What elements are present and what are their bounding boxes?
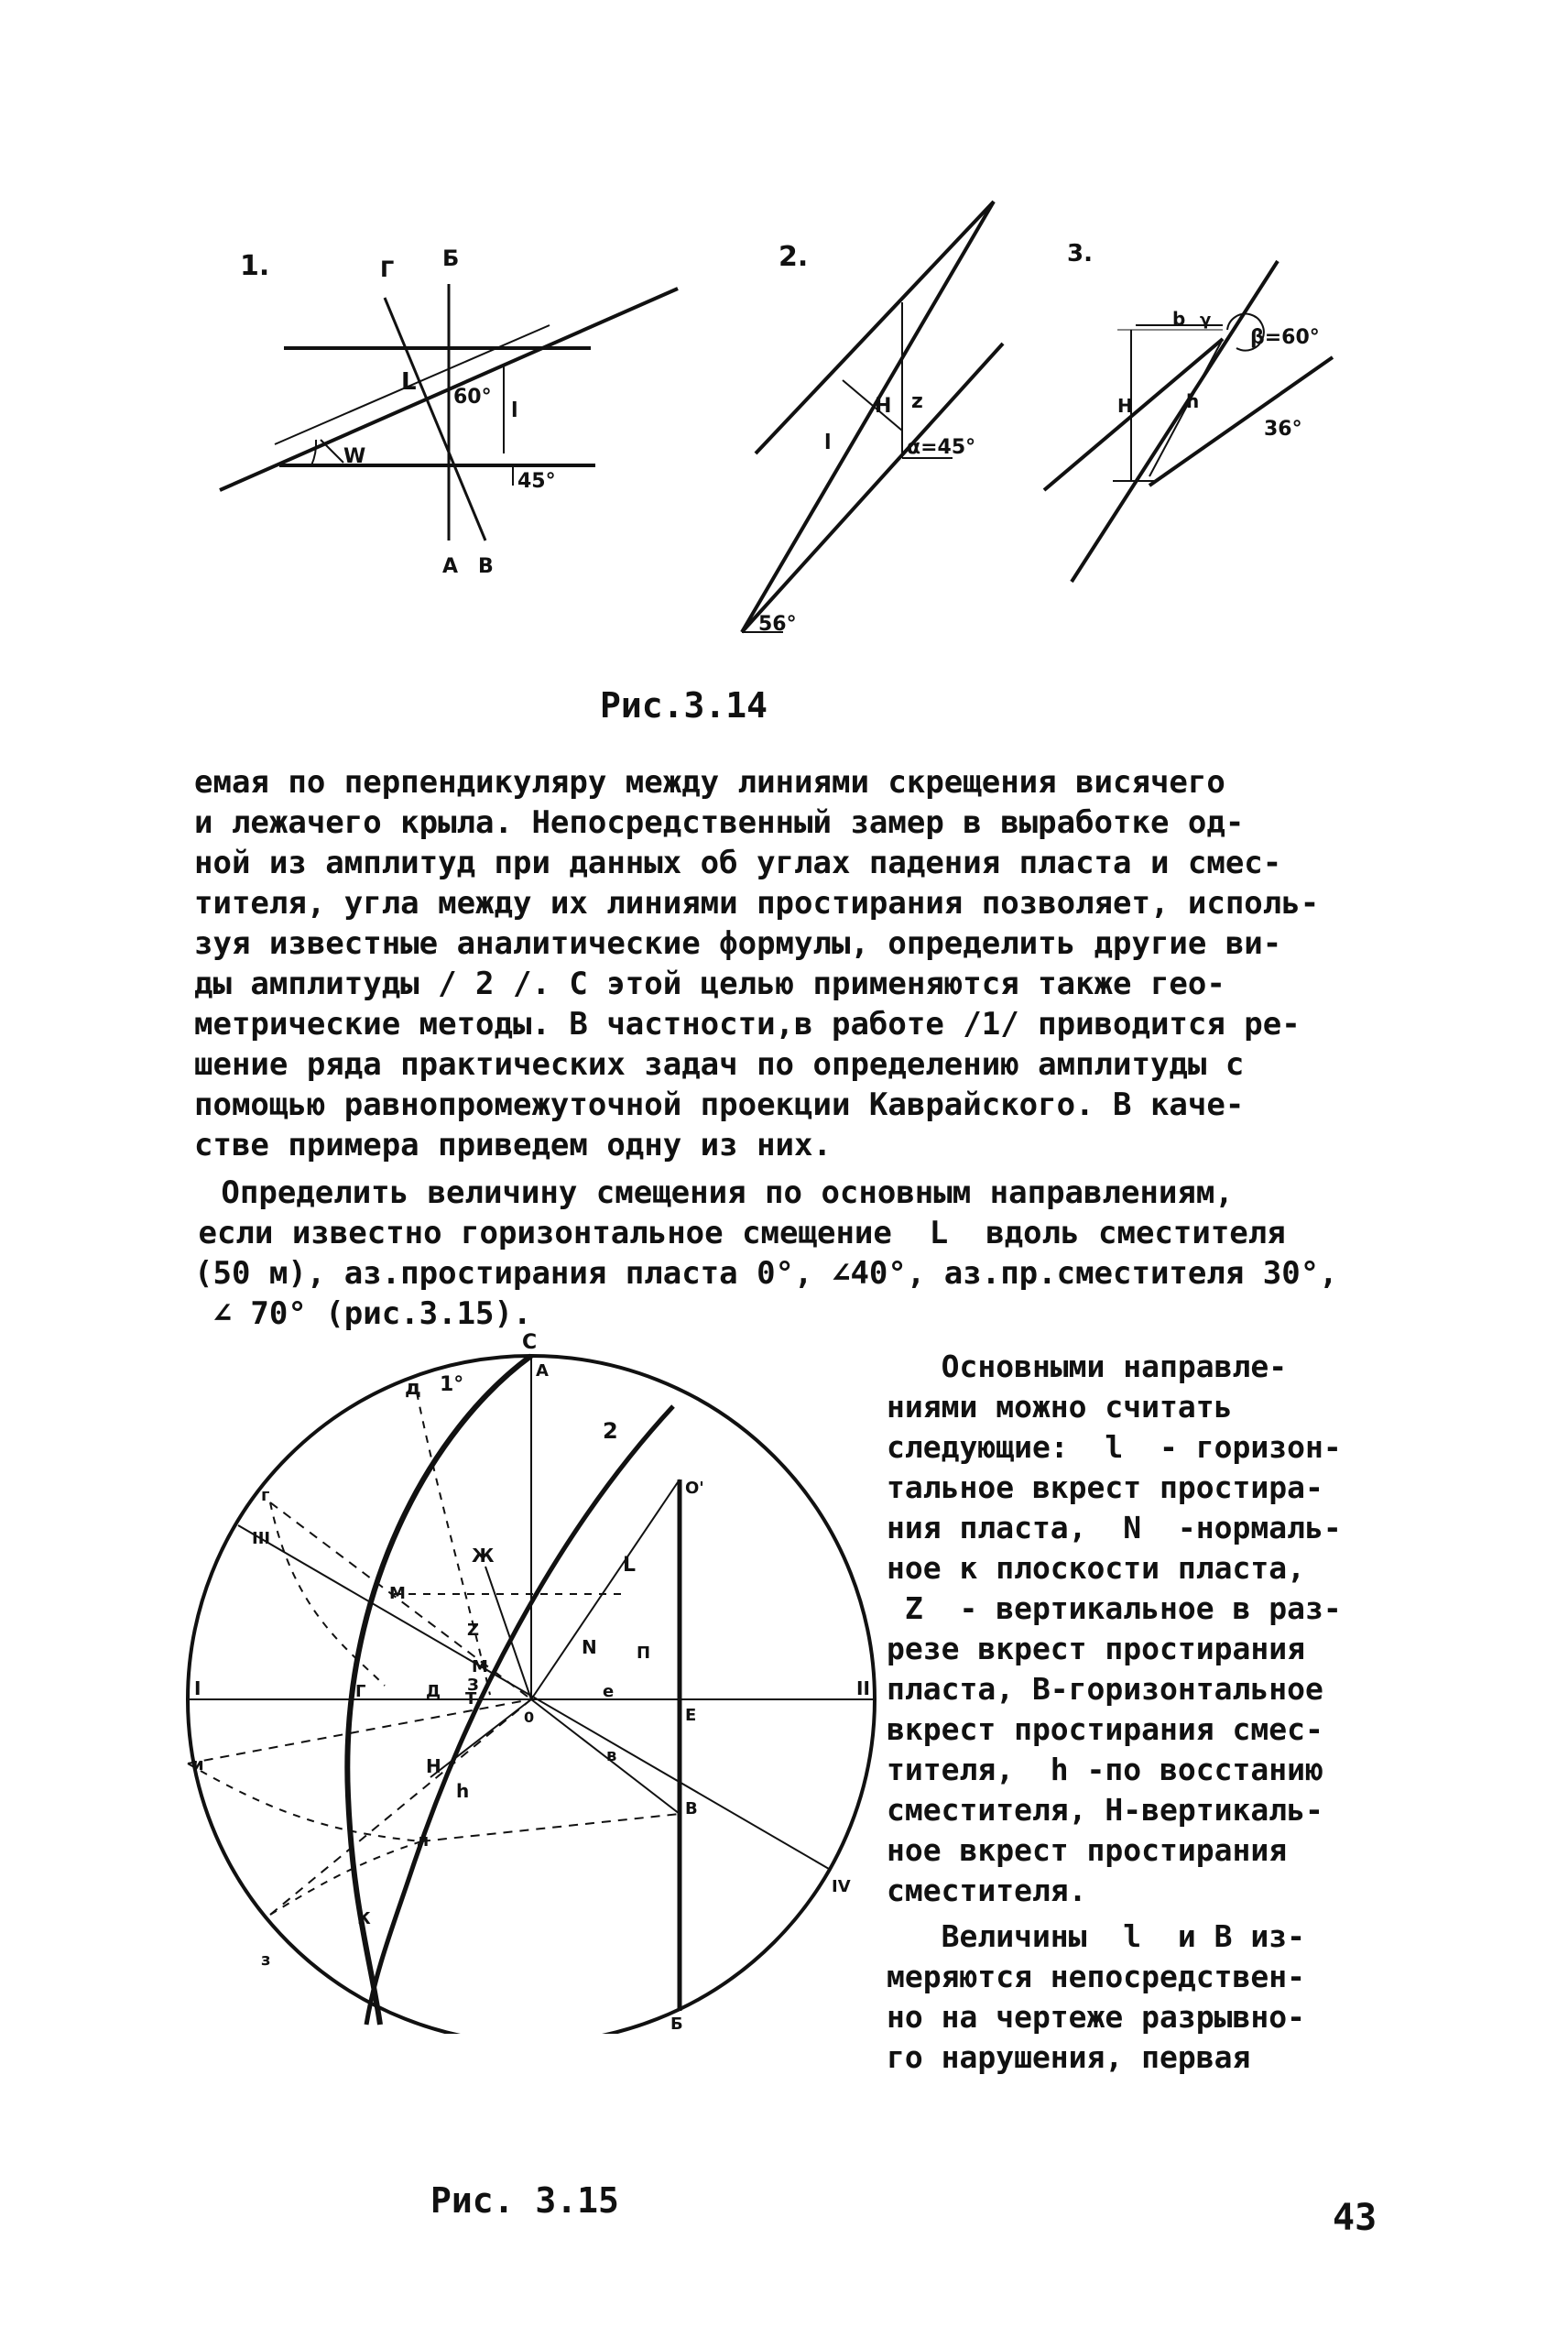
svg-text:в: в <box>606 1746 617 1765</box>
svg-text:Б: Б <box>442 246 460 271</box>
svg-text:3.: 3. <box>1067 240 1093 268</box>
svg-text:IV: IV <box>832 1877 851 1896</box>
svg-text:60°: 60° <box>453 386 492 409</box>
panel-number: 1. <box>240 250 270 282</box>
svg-text:L: L <box>401 368 417 396</box>
figure-3-15-stereonet <box>165 1319 898 2034</box>
svg-text:l: l <box>511 399 518 422</box>
svg-text:h: h <box>1186 390 1200 412</box>
svg-text:H: H <box>875 395 892 418</box>
svg-text:O': O' <box>685 1479 704 1498</box>
figure-3-14-caption: Рис.3.14 <box>600 685 768 726</box>
svg-text:В: В <box>685 1799 698 1818</box>
svg-text:Г: Г <box>380 257 395 282</box>
svg-text:Б: Б <box>670 2015 683 2034</box>
svg-text:Е: Е <box>685 1706 697 1725</box>
svg-text:М: М <box>472 1657 488 1676</box>
svg-text:W: W <box>343 445 366 468</box>
svg-text:I: I <box>194 1677 201 1699</box>
svg-text:з: з <box>261 1950 271 1970</box>
svg-text:М: М <box>389 1584 406 1603</box>
svg-text:II: II <box>856 1677 870 1699</box>
svg-text:z: z <box>911 390 923 413</box>
svg-text:З: З <box>467 1676 479 1695</box>
page-number: 43 <box>1333 2197 1377 2239</box>
svg-text:2: 2 <box>603 1418 618 1444</box>
svg-text:45°: 45° <box>517 470 556 493</box>
svg-text:H: H <box>426 1755 441 1777</box>
svg-text:К: К <box>357 1909 371 1928</box>
svg-text:III: III <box>252 1529 271 1548</box>
svg-text:Z: Z <box>467 1621 480 1640</box>
svg-text:α=45°: α=45° <box>907 436 976 459</box>
svg-text:0: 0 <box>524 1709 535 1726</box>
svg-text:Д: Д <box>426 1682 441 1701</box>
svg-text:N: N <box>582 1636 597 1658</box>
svg-text:H: H <box>1117 395 1133 417</box>
figure-3-14-panel-1 <box>211 229 687 577</box>
figure-3-14-panel-2 <box>705 183 1053 660</box>
svg-text:β=60°: β=60° <box>1250 326 1320 349</box>
svg-text:56°: 56° <box>758 613 797 636</box>
svg-text:г: г <box>261 1486 270 1505</box>
svg-text:д: д <box>405 1377 421 1400</box>
svg-text:л: л <box>417 1831 430 1851</box>
svg-text:Г: Г <box>355 1682 366 1701</box>
svg-text:2.: 2. <box>779 241 809 273</box>
svg-text:h: h <box>456 1780 470 1802</box>
svg-text:и: и <box>192 1755 204 1775</box>
svg-text:Ж: Ж <box>472 1545 495 1567</box>
figure-3-14-panel-3 <box>1017 229 1365 595</box>
svg-text:Т: Т <box>465 1689 477 1709</box>
svg-text:П: П <box>637 1643 651 1663</box>
svg-text:L: L <box>623 1554 637 1577</box>
figure-3-15-caption: Рис. 3.15 <box>430 2180 619 2221</box>
svg-text:С: С <box>522 1331 538 1354</box>
svg-text:γ: γ <box>1200 311 1212 330</box>
svg-text:А: А <box>536 1361 549 1381</box>
svg-text:36°: 36° <box>1264 418 1302 441</box>
svg-text:b: b <box>1172 308 1186 330</box>
svg-text:1°: 1° <box>440 1373 464 1396</box>
svg-text:l: l <box>824 431 832 454</box>
svg-text:е: е <box>603 1682 615 1701</box>
svg-text:В: В <box>478 555 494 577</box>
svg-text:А: А <box>442 555 459 577</box>
